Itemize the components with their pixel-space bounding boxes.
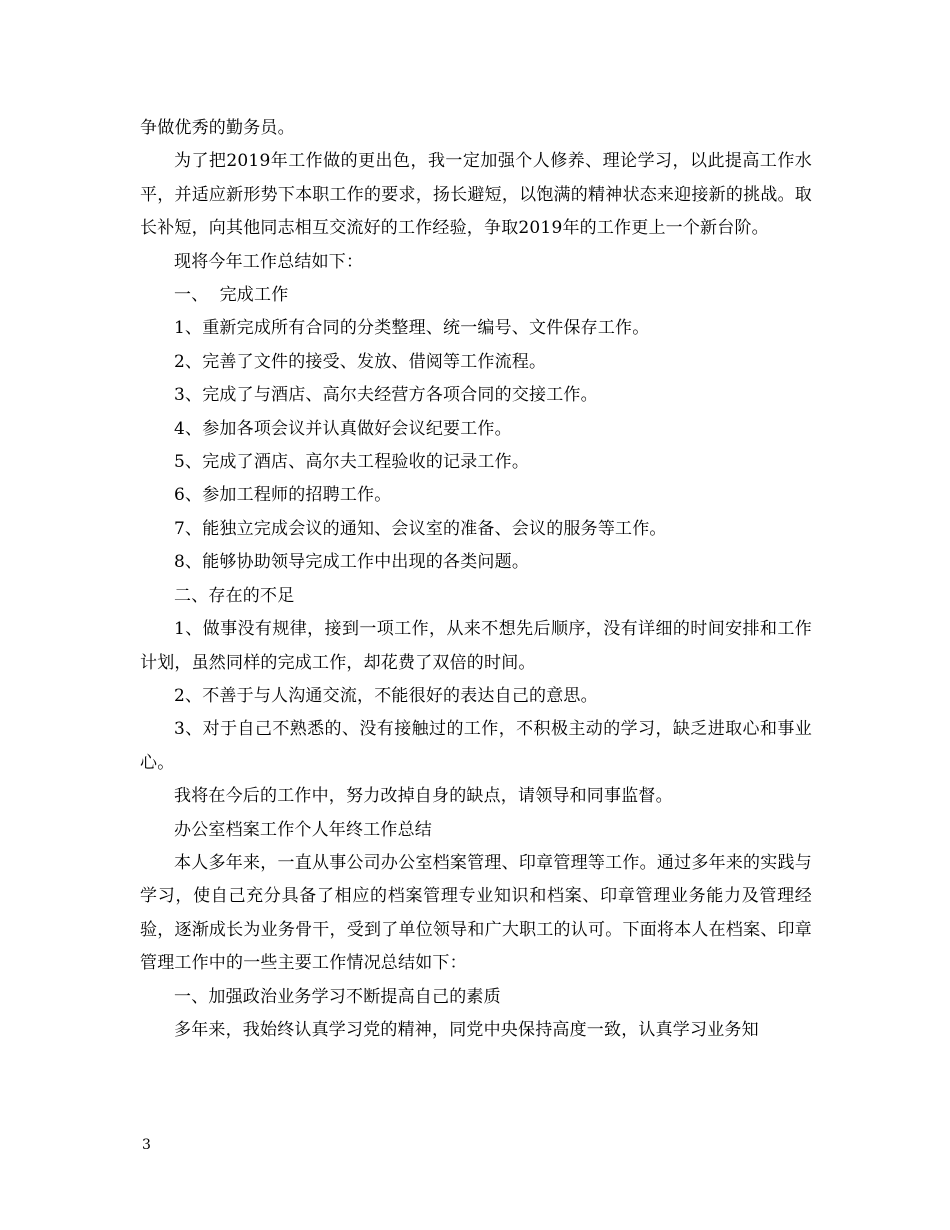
paragraph: 我将在今后的工作中，努力改掉自身的缺点，请领导和同事监督。 — [174, 786, 673, 807]
paragraph: 为了把2019年工作做的更出色，我一定加强个人修养、理论学习，以此提高工作水平，并适应新形势下本职工作的要求，扬长避短，以饱满的精神状态来迎接新的挑战。取长补短，向其他同志相互交流好的工作经验，争取2019年的工作更上一个新台阶。 — [140, 151, 812, 239]
list-item: 8、能够协助领导完成工作中出现的各类问题。 — [174, 552, 530, 573]
list-item: 5、完成了酒店、高尔夫工程验收的记录工作。 — [174, 452, 530, 473]
document-title: 办公室档案工作个人年终工作总结 — [174, 819, 432, 840]
section-heading: 一、加强政治业务学习不断提高自己的素质 — [174, 986, 501, 1007]
list-item: 2、完善了文件的接受、发放、借阅等工作流程。 — [174, 351, 547, 372]
list-item: 4、参加各项会议并认真做好会议纪要工作。 — [174, 418, 512, 439]
list-item: 3、对于自己不熟悉的、没有接触过的工作，不积极主动的学习，缺乏进取心和事业心。 — [140, 719, 812, 773]
paragraph: 多年来，我始终认真学习党的精神，同党中央保持高度一致，认真学习业务知 — [174, 1019, 759, 1040]
page-number: 3 — [142, 1137, 151, 1153]
paragraph: 现将今年工作总结如下： — [174, 251, 364, 272]
list-item: 1、重新完成所有合同的分类整理、统一编号、文件保存工作。 — [174, 318, 650, 339]
list-item: 1、做事没有规律，接到一项工作，从来不想先后顺序，没有详细的时间安排和工作计划，虽然同样的完成工作，却花费了双倍的时间。 — [140, 619, 812, 673]
paragraph: 本人多年来，一直从事公司办公室档案管理、印章管理等工作。通过多年来的实践与学习，使自己充分具备了相应的档案管理专业知识和档案、印章管理业务能力及管理经验，逐渐成长为业务骨干，受到了单位领导和广大职工的认可。下面将本人在档案、印章管理工作中的一些主要工作情况总结如下： — [140, 852, 812, 974]
list-item: 6、参加工程师的招聘工作。 — [174, 485, 392, 506]
section-heading: 一、 完成工作 — [174, 285, 289, 306]
list-item: 2、不善于与人沟通交流，不能很好的表达自己的意思。 — [174, 685, 598, 706]
list-item: 3、完成了与酒店、高尔夫经营方各项合同的交接工作。 — [174, 385, 598, 406]
list-item: 7、能独立完成会议的通知、会议室的准备、会议的服务等工作。 — [174, 518, 667, 539]
document-body — [140, 112, 812, 1047]
section-heading: 二、存在的不足 — [174, 585, 295, 606]
paragraph: 争做优秀的勤务员。 — [140, 118, 295, 138]
